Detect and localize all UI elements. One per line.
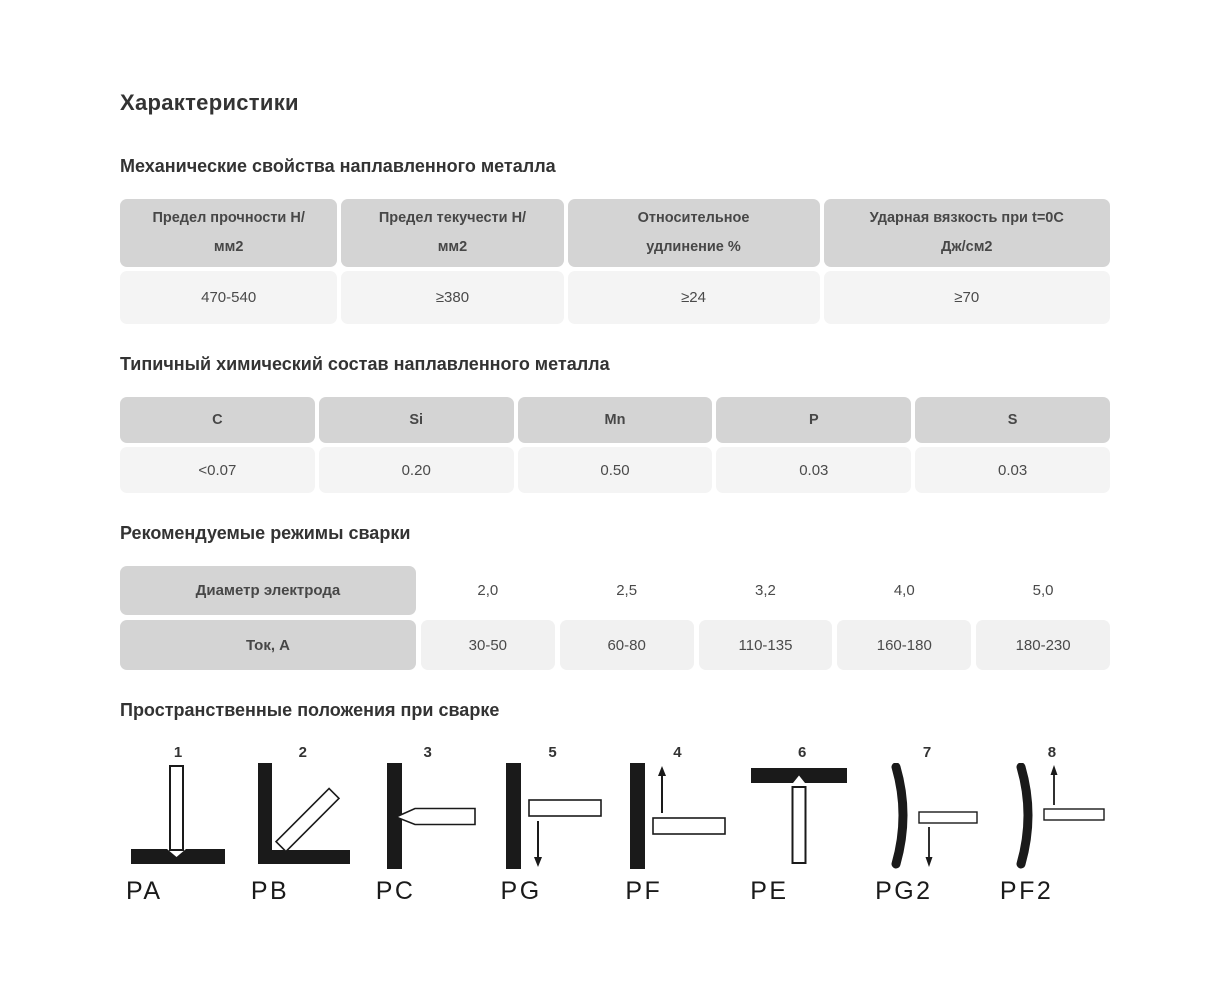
modes-row-current-label: Ток, А [120, 620, 416, 670]
modes-table [120, 566, 1110, 670]
position-label: PB [250, 877, 290, 905]
modes-diameter-value: 3,2 [699, 566, 833, 615]
mech-header-yield-strength: Предел текучести Н/ мм2 [341, 199, 563, 267]
position-label: PF2 [999, 877, 1054, 905]
mech-header-impact-toughness: Ударная вязкость при t=0C Дж/см2 [824, 199, 1111, 267]
mech-header-elongation: Относительное удлинение % [568, 199, 820, 267]
chemical-table [120, 397, 1110, 493]
mech-value-impact-toughness: ≥70 [824, 271, 1111, 324]
modes-diameter-value: 2,5 [560, 566, 694, 615]
pb-horizontal-vertical-position-icon [248, 763, 358, 869]
positions-section [120, 700, 1110, 906]
positions-diagram-row [120, 743, 1110, 906]
position-number: 7 [922, 744, 932, 761]
pc-horizontal-position-icon [373, 763, 483, 869]
modes-diameter-value: 2,0 [421, 566, 555, 615]
chem-value-c: <0.07 [120, 447, 315, 493]
position-label: PG2 [875, 877, 933, 905]
position-number: 4 [673, 744, 682, 761]
chem-header-s: S [915, 397, 1110, 443]
pg-vertical-down-position-icon [498, 763, 608, 869]
modes-diameter-value: 5,0 [976, 566, 1110, 615]
position-figure-pg2 [869, 743, 985, 906]
modes-row-diameter-label: Диаметр электрода [120, 566, 416, 615]
position-number: 1 [173, 744, 183, 761]
mech-value-yield-strength: ≥380 [341, 271, 563, 324]
modes-current-value: 160-180 [837, 620, 971, 670]
modes-current-value: 180-230 [976, 620, 1110, 670]
mech-value-elongation: ≥24 [568, 271, 820, 324]
chem-header-si: Si [319, 397, 514, 443]
position-label: PG [500, 877, 542, 905]
chem-value-p: 0.03 [716, 447, 911, 493]
modes-current-value: 110-135 [699, 620, 833, 670]
mechanical-section [120, 156, 1110, 324]
pg2-pipe-down-position-icon [872, 763, 982, 869]
chemical-heading: Типичный химический состав наплавленного металла [120, 354, 610, 374]
position-number: 5 [548, 744, 557, 761]
chem-value-mn: 0.50 [518, 447, 713, 493]
position-figure-pf [619, 743, 735, 906]
positions-heading: Пространственные положения при сварке [120, 700, 500, 720]
chem-header-c: C [120, 397, 315, 443]
position-label: PC [375, 877, 416, 905]
position-figure-pa [120, 743, 236, 906]
position-figure-pb [245, 743, 361, 906]
pa-flat-position-icon [123, 763, 233, 869]
position-label: PF [625, 877, 663, 905]
position-label: PE [750, 877, 789, 905]
mech-header-tensile-strength: Предел прочности Н/ мм2 [120, 199, 337, 267]
position-figure-pg [495, 743, 611, 906]
chem-value-s: 0.03 [915, 447, 1110, 493]
page-title: Характеристики [120, 90, 299, 115]
chem-header-p: P [716, 397, 911, 443]
pf2-pipe-up-position-icon [997, 763, 1107, 869]
chem-header-mn: Mn [518, 397, 713, 443]
position-figure-pc [370, 743, 486, 906]
chem-value-si: 0.20 [319, 447, 514, 493]
modes-current-value: 60-80 [560, 620, 694, 670]
position-label: PA [126, 877, 163, 905]
position-number: 2 [298, 744, 308, 761]
position-figure-pe [744, 743, 860, 906]
chemical-section [120, 354, 1110, 493]
position-number: 6 [798, 744, 807, 761]
mech-value-tensile-strength: 470-540 [120, 271, 337, 324]
position-figure-pf2 [994, 743, 1110, 906]
modes-diameter-value: 4,0 [837, 566, 971, 615]
pf-vertical-up-position-icon [622, 763, 732, 869]
modes-current-value: 30-50 [421, 620, 555, 670]
modes-section [120, 523, 1110, 670]
position-number: 3 [423, 744, 432, 761]
mechanical-heading: Механические свойства наплавленного металла [120, 156, 556, 176]
pe-overhead-position-icon [747, 763, 857, 869]
mechanical-table [120, 199, 1110, 324]
modes-heading: Рекомендуемые режимы сварки [120, 523, 411, 543]
position-number: 8 [1047, 744, 1057, 761]
